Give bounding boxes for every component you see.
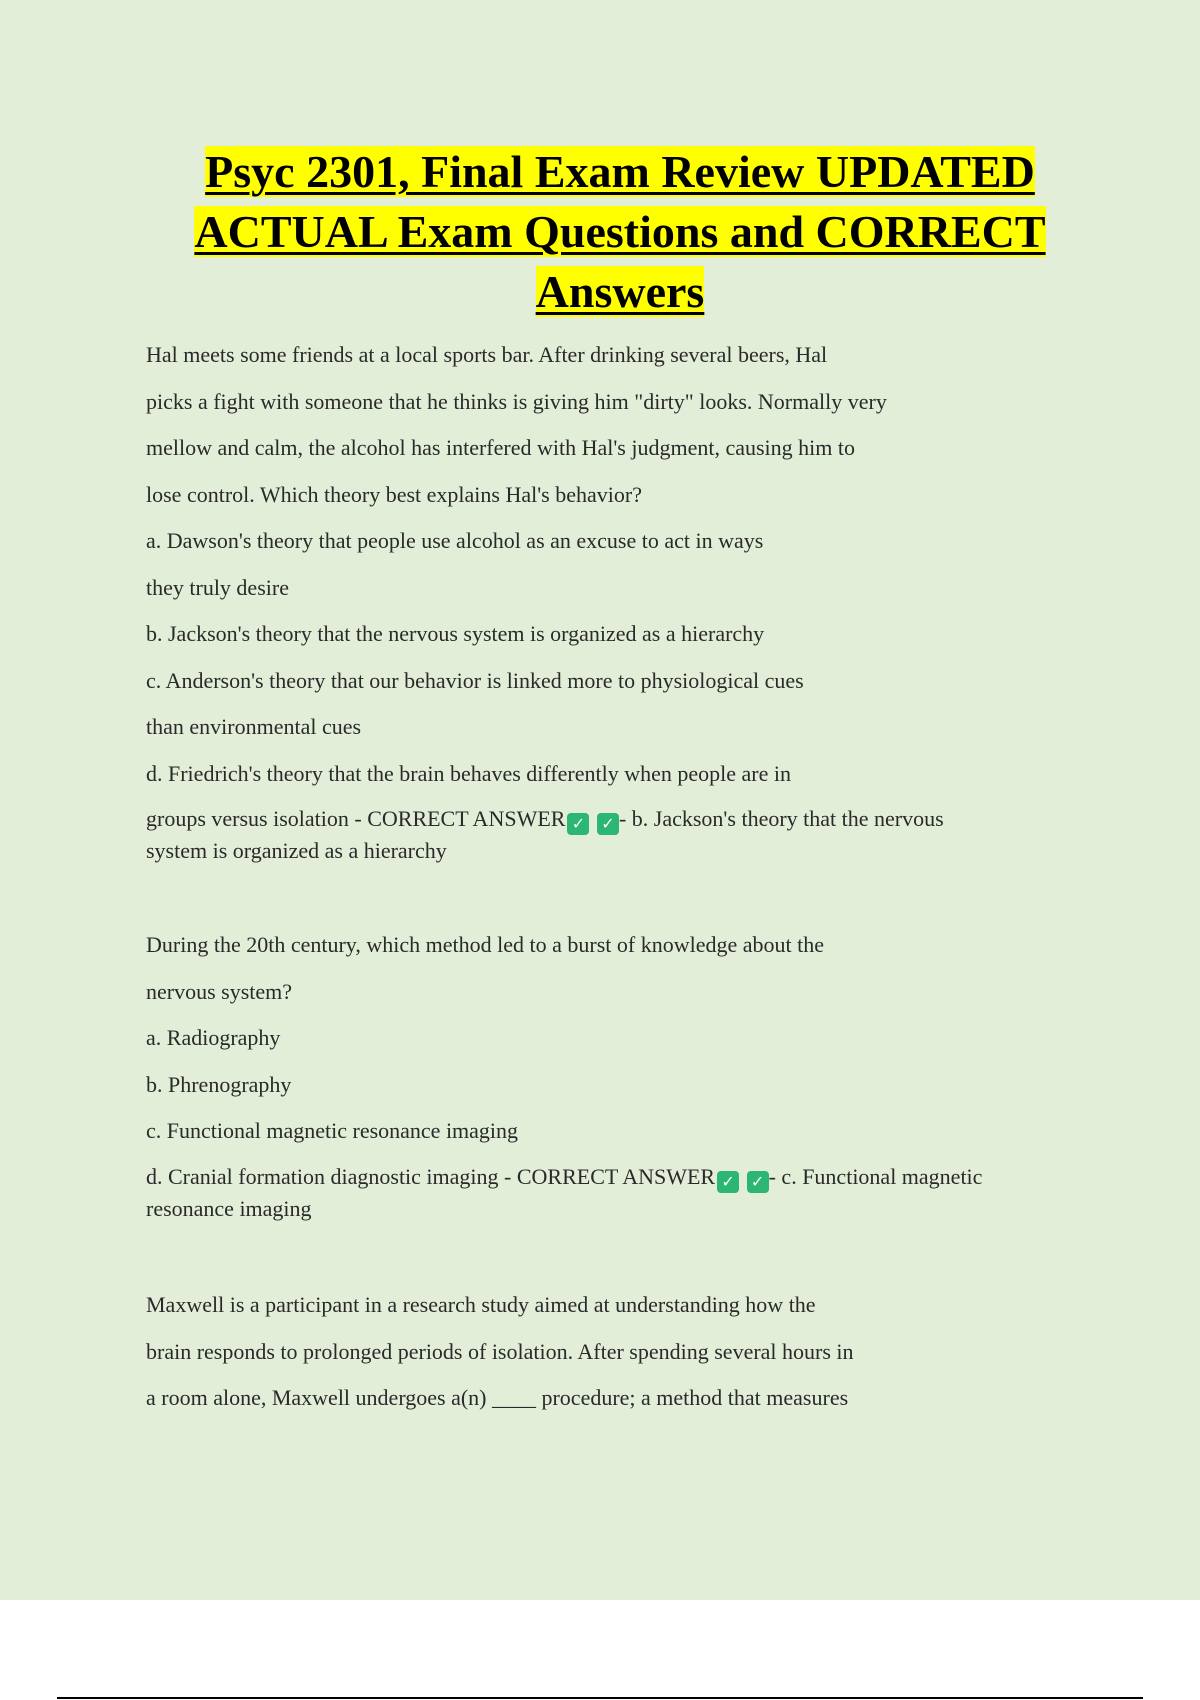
check-box-icon: ✓	[747, 1171, 769, 1193]
answer-text: - b. Jackson's theory that the nervous	[618, 806, 944, 831]
question-2-option-c: c. Functional magnetic resonance imaging	[146, 1118, 519, 1143]
title-line-1: Psyc 2301, Final Exam Review UPDATED	[205, 146, 1035, 197]
answer-prefix: d. Cranial formation diagnostic imaging - CORRECT ANSWER	[146, 1163, 716, 1189]
check-box-icon: ✓	[567, 813, 589, 835]
title-line-2: ACTUAL Exam Questions and CORRECT	[194, 206, 1046, 257]
question-1-option-a-cont: they truly desire	[146, 574, 289, 600]
question-1-option-c-cont: than environmental cues	[146, 714, 362, 739]
question-3-line: a room alone, Maxwell undergoes a(n) ____ procedure; a method that measures	[146, 1385, 849, 1410]
question-3-line: Maxwell is a participant in a research study aimed at understanding how the	[146, 1292, 816, 1317]
question-1-line: lose control. Which theory best explains Hal's behavior?	[146, 481, 642, 507]
document-title	[60, 142, 1180, 322]
question-3-line: brain responds to prolonged periods of isolation. After spending several hours in	[146, 1338, 854, 1364]
question-1-line: mellow and calm, the alcohol has interfered with Hal's judgment, causing him to	[146, 435, 856, 460]
answer-prefix: groups versus isolation - CORRECT ANSWER	[146, 806, 566, 831]
question-2-answer	[146, 1161, 1146, 1224]
answer-text-cont: resonance imaging	[146, 1195, 312, 1221]
question-1-option-d: d. Friedrich's theory that the brain behaves differently when people are in	[146, 760, 792, 786]
footer-divider	[57, 1697, 1143, 1699]
question-1-option-b: b. Jackson's theory that the nervous system is organized as a hierarchy	[146, 621, 765, 646]
check-box-icon: ✓	[597, 813, 619, 835]
question-1-answer	[146, 803, 1146, 866]
question-2-option-a: a. Radiography	[146, 1025, 281, 1050]
question-2	[146, 922, 1146, 1224]
question-2-option-b: b. Phrenography	[146, 1071, 292, 1097]
question-1-line: Hal meets some friends at a local sports bar. After drinking several beers, Hal	[146, 342, 828, 367]
question-3	[146, 1282, 1146, 1422]
answer-text: - c. Functional magnetic	[768, 1163, 983, 1189]
question-1-line: picks a fight with someone that he thinks is giving him "dirty" looks. Normally very	[146, 388, 887, 414]
question-1	[146, 332, 1146, 866]
question-2-line: nervous system?	[146, 978, 293, 1004]
question-2-line: During the 20th century, which method led to a burst of knowledge about the	[146, 932, 824, 957]
question-1-option-a: a. Dawson's theory that people use alcohol as an excuse to act in ways	[146, 528, 764, 553]
answer-text-cont: system is organized as a hierarchy	[146, 838, 447, 863]
check-box-icon: ✓	[717, 1171, 739, 1193]
question-1-option-c: c. Anderson's theory that our behavior is linked more to physiological cues	[146, 667, 804, 693]
title-line-3: Answers	[535, 266, 705, 317]
